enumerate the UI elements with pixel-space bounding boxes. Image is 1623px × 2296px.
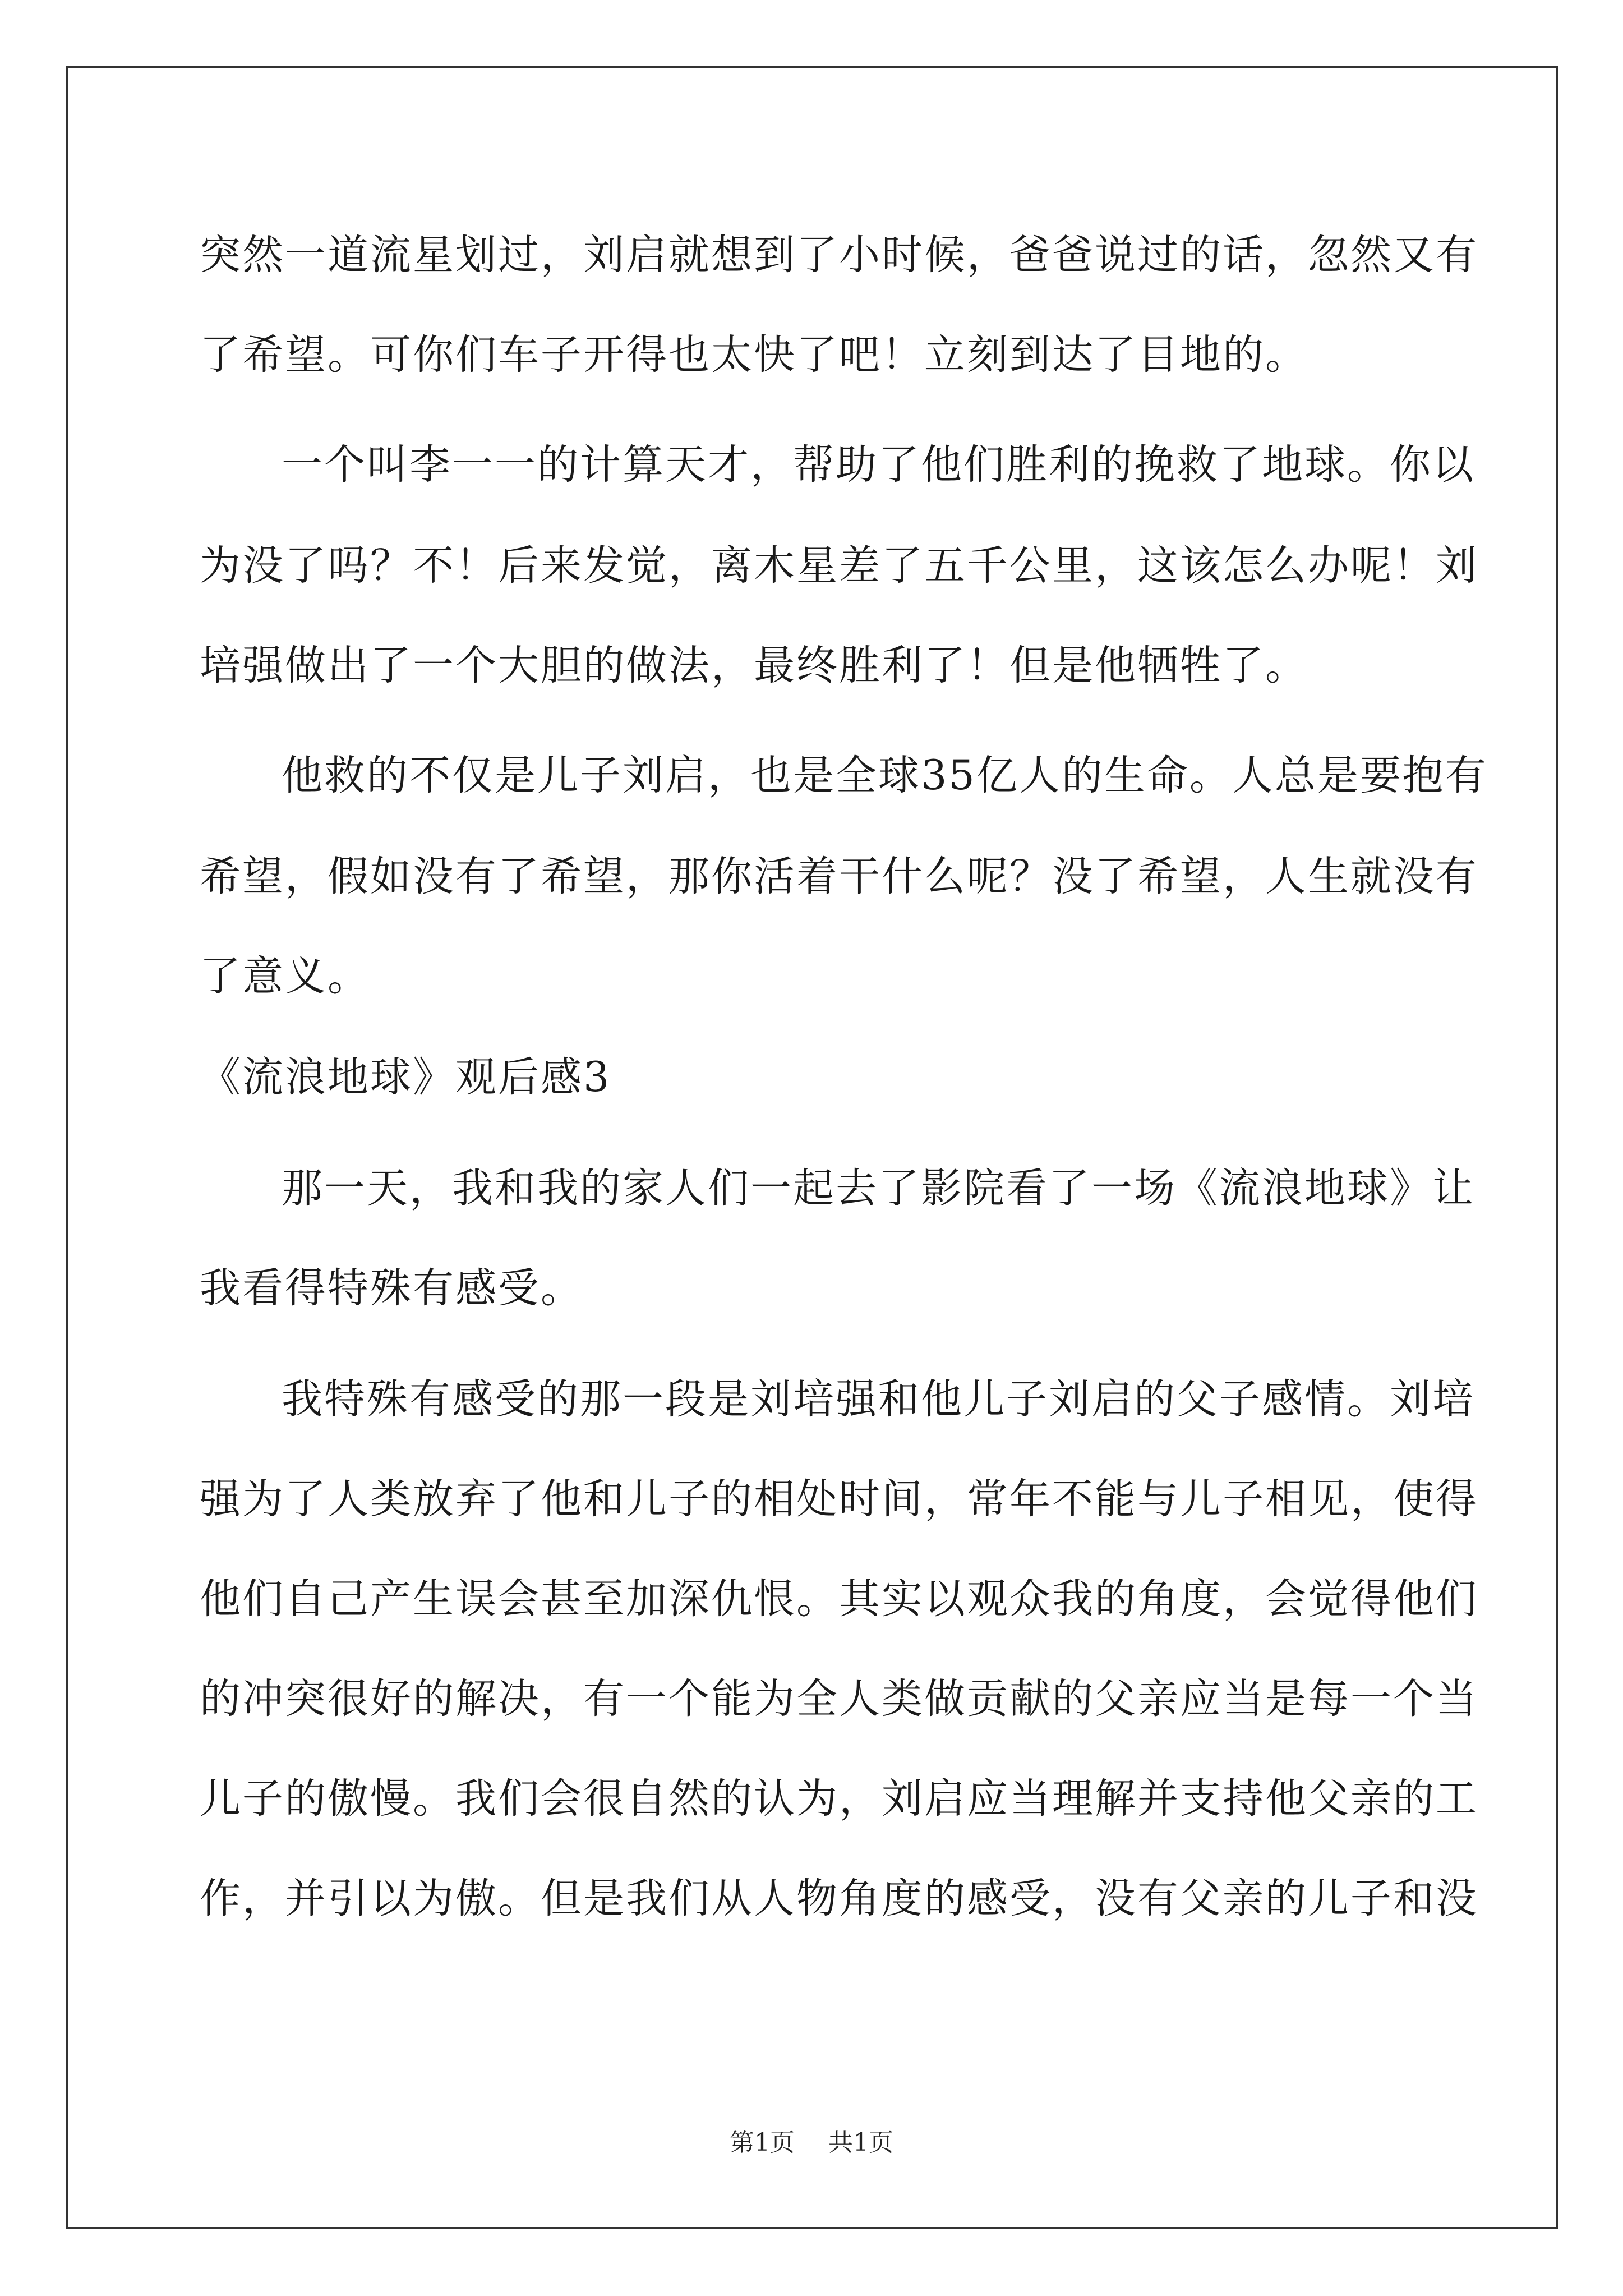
page-count: 共1页 <box>828 2128 893 2157</box>
text-line: 强为了人类放弃了他和儿子的相处时间，常年不能与儿子相见，使得 <box>200 1475 1478 1523</box>
text-line: 他们自己产生误会甚至加深仇恨。其实以观众我的角度，会觉得他们 <box>200 1575 1478 1623</box>
text-line: 希望，假如没有了希望，那你活着干什么呢？没了希望，人生就没有 <box>200 853 1478 900</box>
paragraph-start: 他救的不仅是儿子刘启，也是全球35亿人的生命。人总是要抱有 <box>282 752 1488 799</box>
text-line: 为没了吗？不！后来发觉，离木星差了五千公里，这该怎么办呢！刘 <box>200 542 1478 590</box>
text-line: 了希望。可你们车子开得也太快了吧！立刻到达了目地的。 <box>200 331 1308 379</box>
text-line: 了意义。 <box>200 953 370 1000</box>
text-line: 我看得特殊有感受。 <box>200 1264 583 1312</box>
paragraph-start: 那一天，我和我的家人们一起去了影院看了一场《流浪地球》让 <box>282 1165 1475 1212</box>
page-footer <box>0 2126 1623 2160</box>
paragraph-start: 我特殊有感受的那一段是刘培强和他儿子刘启的父子感情。刘培 <box>282 1375 1475 1423</box>
paragraph-start: 一个叫李一一的计算天才，帮助了他们胜利的挽救了地球。你以 <box>282 441 1475 489</box>
text-line: 突然一道流星划过，刘启就想到了小时候，爸爸说过的话，忽然又有 <box>200 231 1478 279</box>
text-line: 的冲突很好的解决，有一个能为全人类做贡献的父亲应当是每一个当 <box>200 1675 1478 1723</box>
text-line: 培强做出了一个大胆的做法，最终胜利了！但是他牺牲了。 <box>200 642 1308 689</box>
text-line: 作，并引以为傲。但是我们从人物角度的感受，没有父亲的儿子和没 <box>200 1875 1478 1922</box>
page-number: 第1页 <box>730 2128 795 2157</box>
section-heading: 《流浪地球》观后感3 <box>200 1053 611 1101</box>
text-line: 儿子的傲慢。我们会很自然的认为，刘启应当理解并支持他父亲的工 <box>200 1775 1478 1823</box>
